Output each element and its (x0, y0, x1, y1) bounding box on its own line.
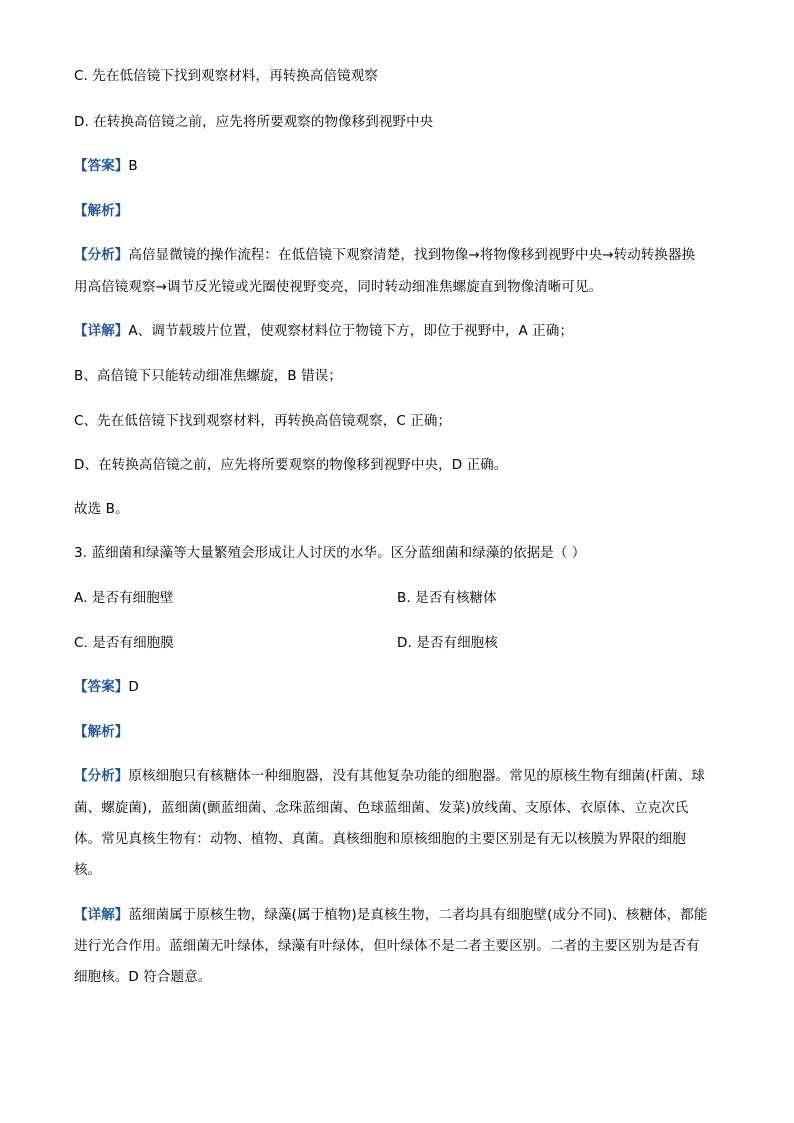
fenxi-1-line-1 (74, 247, 695, 263)
option-d-prev: D. 在转换高倍镜之前，应先将所要观察的物像移到视野中央 (74, 114, 434, 130)
q3-option-a: A. 是否有细胞壁 (74, 590, 174, 606)
xiangjie-text: 蓝细菌属于原核生物，绿藻(属于植物)是真核生物，二者均具有细胞壁(成分不同)、核糖体，都能 (128, 907, 708, 923)
answer-1 (74, 158, 138, 174)
fenxi-1-line-2: 用高倍镜观察→调节反光镜或光圈使视野变亮，同时转动细准焦螺旋直到物像清晰可见。 (74, 279, 603, 295)
answer-value: D (128, 679, 139, 695)
q3-option-b: B. 是否有核糖体 (397, 590, 497, 606)
fenxi-2-line-1 (74, 768, 705, 784)
question-3-stem: 3. 蓝细菌和绿藻等大量繁殖会形成让人讨厌的水华。区分蓝细菌和绿藻的依据是（ ） (74, 545, 586, 561)
xiangjie-1-line-a (74, 323, 573, 339)
xiangjie-text: A、调节载玻片位置，使观察材料位于物镜下方，即位于视野中，A 正确； (128, 323, 574, 339)
fenxi-2-line-2: 菌、螺旋菌)，蓝细菌(颤蓝细菌、念珠蓝细菌、色球蓝细菌、发菜)放线菌、支原体、衣原体、立克次氏 (74, 800, 689, 816)
analysis-label: 【解析】 (74, 203, 129, 219)
fenxi-text: 高倍显微镜的操作流程：在低倍镜下观察清楚，找到物像→将物像移到视野中央→转动转换器换 (128, 247, 696, 263)
xiangjie-1-line-b: B、高倍镜下只能转动细准焦螺旋，B 错误； (74, 368, 342, 384)
xiangjie-label: 【详解】 (74, 907, 129, 923)
xiangjie-2-line-3: 细胞核。D 符合题意。 (74, 969, 212, 985)
answer-value: B (128, 158, 138, 174)
fenxi-label: 【分析】 (74, 768, 129, 784)
xiangjie-1-line-c: C、先在低倍镜下找到观察材料，再转换高倍镜观察，C 正确； (74, 413, 452, 429)
analysis-label-1 (74, 203, 128, 219)
fenxi-label: 【分析】 (74, 247, 129, 263)
answer-label: 【答案】 (74, 679, 129, 695)
xiangjie-2-line-2: 进行光合作用。蓝细菌无叶绿体，绿藻有叶绿体，但叶绿体不是二者主要区别。二者的主要区别为是否有 (74, 938, 700, 954)
xiangjie-2-line-1 (74, 907, 707, 923)
q3-option-d: D. 是否有细胞核 (397, 635, 498, 651)
analysis-label: 【解析】 (74, 724, 129, 740)
answer-label: 【答案】 (74, 158, 129, 174)
fenxi-text: 原核细胞只有核糖体一种细胞器，没有其他复杂功能的细胞器。常见的原核生物有细菌(杆菌、球 (128, 768, 705, 784)
option-c-prev: C. 先在低倍镜下找到观察材料，再转换高倍镜观察 (74, 68, 378, 84)
q3-option-c: C. 是否有细胞膜 (74, 635, 174, 651)
fenxi-2-line-3: 体。常见真核生物有：动物、植物、真菌。真核细胞和原核细胞的主要区别是有无以核膜为界限的细胞 (74, 831, 686, 847)
xiangjie-label: 【详解】 (74, 323, 129, 339)
xiangjie-1-line-d: D、在转换高倍镜之前，应先将所要观察的物像移到视野中央，D 正确。 (74, 457, 508, 473)
fenxi-2-line-4: 核。 (74, 862, 102, 878)
answer-2 (74, 679, 139, 695)
conclusion-1: 故选 B。 (74, 501, 129, 517)
analysis-label-2 (74, 724, 128, 740)
